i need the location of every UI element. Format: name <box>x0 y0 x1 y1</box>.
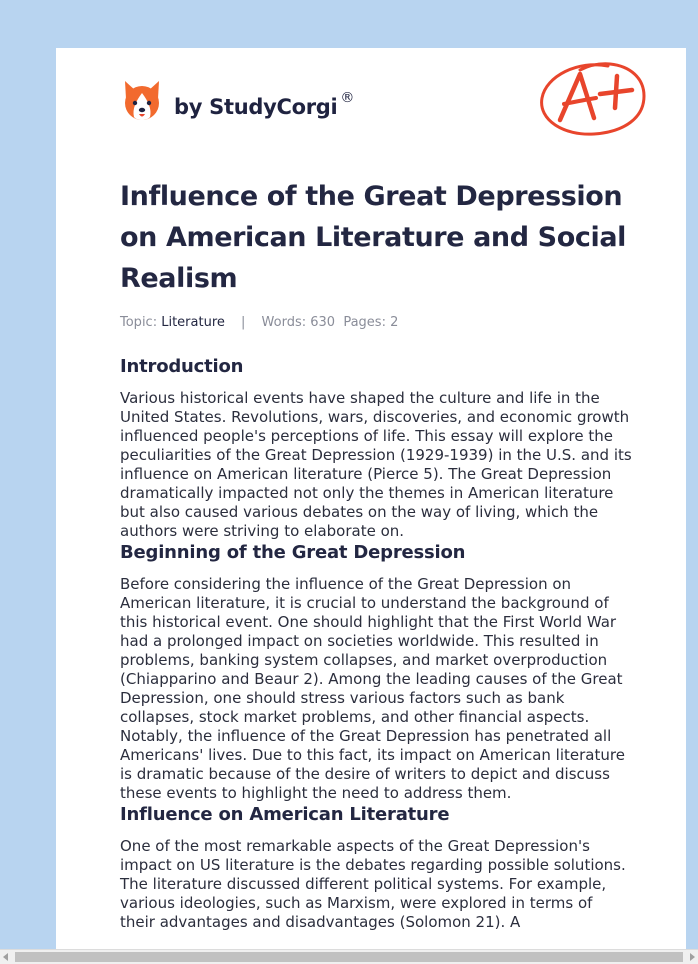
registered-mark: ® <box>340 90 355 106</box>
brand-name-text: by StudyCorgi <box>174 95 338 119</box>
topic-label: Topic: <box>120 315 158 330</box>
topic-link[interactable]: Literature <box>161 315 225 330</box>
horizontal-scrollbar[interactable] <box>0 949 698 964</box>
grade-a-plus-icon <box>538 58 648 140</box>
section-paragraph: Various historical events have shaped the culture and life in the United States. Revolutions, wars, discoveries, and economic growth influenced people's perceptions of life. This essay will explore the peculiarities of the Great Depression (1929-1939) in the U.S. and its influence on American literature (Pierce 5). The Great Depression dramatically impacted not only the themes in American literature but also caused various debates on the way of living, which the authors were striving to elaborate on. <box>120 389 632 540</box>
scroll-right-arrow-icon[interactable] <box>690 953 695 961</box>
article-title: Influence of the Great Depression on American Literature and Social Realism <box>120 181 626 294</box>
section-heading: Introduction <box>120 356 244 377</box>
section-heading: Influence on American Literature <box>120 804 450 825</box>
scrollbar-thumb[interactable] <box>15 952 683 962</box>
brand-name <box>174 90 355 119</box>
section-paragraph: One of the most remarkable aspects of the Great Depression's impact on US literature is the debates regarding possible solutions. The literature discussed different political systems. For example, various ideologies, such as Marxism, were explored in terms of their advantages and disadvantages (Solomon 21). A <box>120 837 626 931</box>
page-count: Pages: 2 <box>343 315 399 330</box>
section-paragraph: Before considering the influence of the Great Depression on American literature, it is crucial to understand the background of this historical event. One should highlight that the First World War had a prolonged impact on societies worldwide. This resulted in problems, banking system collapses, and market overproduction (Chiapparino and Beaur 2). Among the leading causes of the Great Depression, one should stress various factors such as bank collapses, stock market problems, and other financial aspects. Notably, the influence of the Great Depression has penetrated all Americans' lives. Due to this fact, its impact on American literature is dramatic because of the desire of writers to depict and discuss these events to highlight the need to address them. <box>120 575 625 802</box>
meta-separator: | <box>241 315 246 330</box>
studycorgi-logo[interactable] <box>122 76 354 126</box>
section-heading: Beginning of the Great Depression <box>120 542 466 563</box>
word-count: Words: 630 <box>261 315 336 330</box>
article-content <box>120 176 632 932</box>
document-page <box>56 48 686 964</box>
scroll-left-arrow-icon[interactable] <box>3 953 8 961</box>
article-meta <box>120 314 632 332</box>
corgi-logo-icon <box>122 79 162 123</box>
